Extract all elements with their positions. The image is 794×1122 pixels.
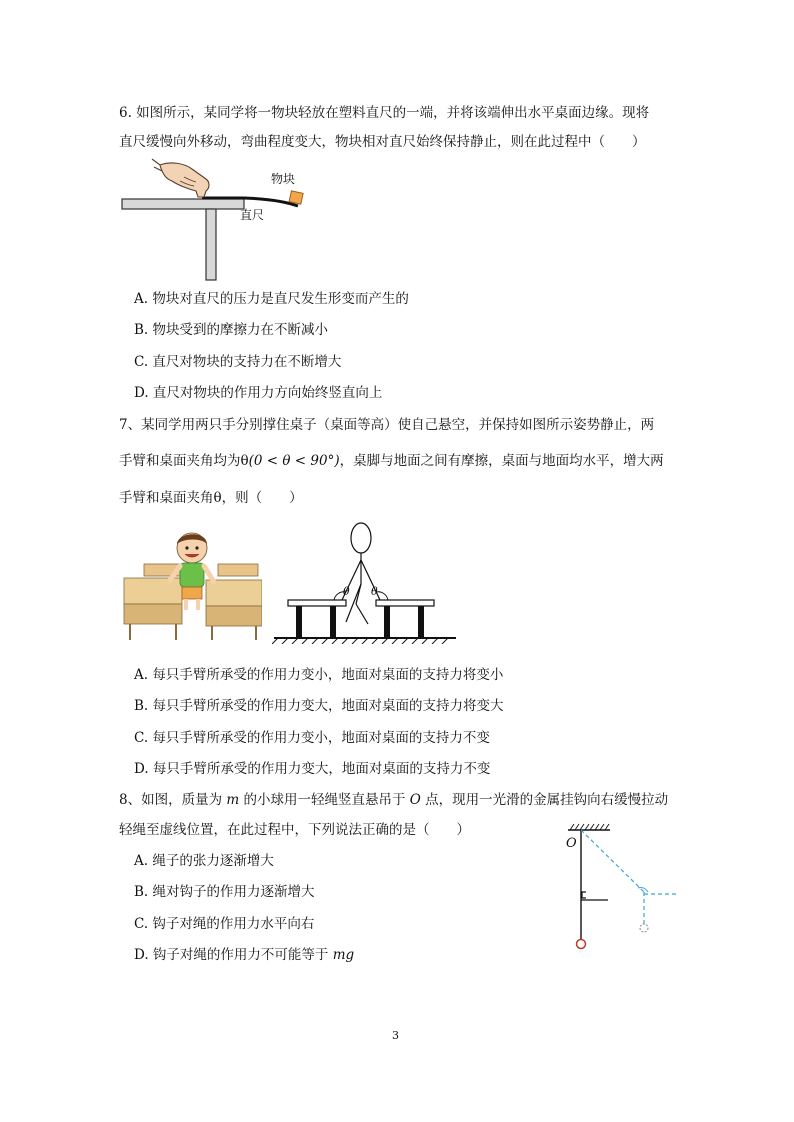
dashed-ball bbox=[640, 924, 648, 932]
right-leg bbox=[356, 604, 368, 624]
q7-option-a[interactable]: A. 每只手臂所承受的作用力变小，地面对桌面的支持力将变小 bbox=[134, 667, 504, 683]
q7-force-diagram bbox=[272, 520, 458, 644]
q7-option-d[interactable]: D. 每只手臂所承受的作用力变大，地面对桌面的支持力不变 bbox=[134, 761, 491, 777]
q8-stem-line2: 轻绳至虚线位置，在此过程中，下列说法正确的是（ ） bbox=[119, 822, 470, 838]
q8-option-d-text: D. 钩子对绳的作用力不可能等于 bbox=[134, 947, 333, 963]
ball bbox=[577, 940, 586, 949]
right-table-leg-1 bbox=[384, 606, 390, 638]
q8-figure bbox=[560, 822, 680, 952]
q7-stem-line2 bbox=[119, 452, 664, 470]
q7-theta-left: θ bbox=[343, 585, 350, 598]
q8-option-c[interactable]: C. 钩子对绳的作用力水平向右 bbox=[134, 916, 315, 932]
q8-stem-line1-a: 8、如图，质量为 bbox=[119, 792, 227, 808]
q8-point-o-label: O bbox=[566, 836, 577, 851]
q6-option-d[interactable]: D. 直尺对物块的作用力方向始终竖直向上 bbox=[134, 385, 383, 401]
q7-stem-line1: 7、某同学用两只手分别撑住桌子（桌面等高）使自己悬空，并保持如图所示姿势静止，两 bbox=[119, 417, 655, 433]
left-table-leg-1 bbox=[296, 606, 302, 638]
desk-front-left bbox=[124, 578, 182, 604]
q7-photo-illustration bbox=[122, 530, 262, 642]
page-number: 3 bbox=[392, 1029, 399, 1042]
q8-option-d[interactable] bbox=[134, 946, 354, 964]
q8-point-symbol: O bbox=[409, 792, 421, 808]
left-table-top bbox=[288, 600, 346, 606]
q7-theta-right: θ bbox=[371, 585, 378, 598]
q6-block-label: 物块 bbox=[271, 172, 296, 186]
hook-icon bbox=[582, 892, 586, 898]
q8-option-b[interactable]: B. 绳对钩子的作用力逐渐增大 bbox=[134, 884, 315, 900]
dashed-rope-upper bbox=[581, 830, 644, 892]
left-table-leg-2 bbox=[330, 606, 336, 638]
q8-stem-line1-c: 点，现用一光滑的金属挂钩向右缓慢拉动 bbox=[420, 792, 669, 808]
q7-angle-range: (0 < θ < 90°) bbox=[248, 453, 340, 469]
q6-option-b[interactable]: B. 物块受到的摩擦力在不断减小 bbox=[134, 322, 329, 338]
q6-option-c[interactable]: C. 直尺对物块的支持力在不断增大 bbox=[134, 354, 342, 370]
table-top bbox=[122, 199, 244, 209]
q7-option-b[interactable]: B. 每只手臂所承受的作用力变大，地面对桌面的支持力将变大 bbox=[134, 698, 504, 714]
table-leg bbox=[206, 209, 216, 280]
block bbox=[289, 191, 303, 204]
q8-option-a[interactable]: A. 绳子的张力逐渐增大 bbox=[134, 853, 274, 869]
q7-option-c[interactable]: C. 每只手臂所承受的作用力变小，地面对桌面的支持力不变 bbox=[134, 730, 490, 746]
q7-stem-line2-pre: 手臂和桌面夹角均为θ bbox=[119, 453, 249, 469]
right-table-leg-2 bbox=[418, 606, 424, 638]
q6-option-a[interactable]: A. 物块对直尺的压力是直尺发生形变而产生的 bbox=[134, 291, 409, 307]
right-table-top bbox=[376, 600, 434, 606]
q8-stem-line1-b: 的小球用一轻绳竖直悬吊于 bbox=[239, 792, 410, 808]
q7-stem-line3: 手臂和桌面夹角θ，则（ ） bbox=[119, 490, 303, 506]
q6-stem-line1: 6. 如图所示，某同学将一物块轻放在塑料直尺的一端，并将该端伸出水平桌面边缘。现将 bbox=[119, 105, 650, 121]
q6-stem-line2: 直尺缓慢向外移动，弯曲程度变大，物块相对直尺始终保持静止，则在此过程中（ ） bbox=[119, 134, 646, 150]
q6-ruler-label: 直尺 bbox=[240, 208, 265, 222]
head bbox=[351, 523, 371, 553]
desk-back-right bbox=[218, 564, 258, 576]
q8-mass-symbol: m bbox=[226, 792, 240, 808]
q7-stem-line2-post: ，桌脚与地面之间有摩擦，桌面与地面均水平，增大两 bbox=[339, 453, 664, 469]
q8-option-d-mg: mg bbox=[332, 947, 355, 963]
q8-stem-line1 bbox=[119, 791, 668, 809]
hand-icon bbox=[152, 159, 209, 197]
